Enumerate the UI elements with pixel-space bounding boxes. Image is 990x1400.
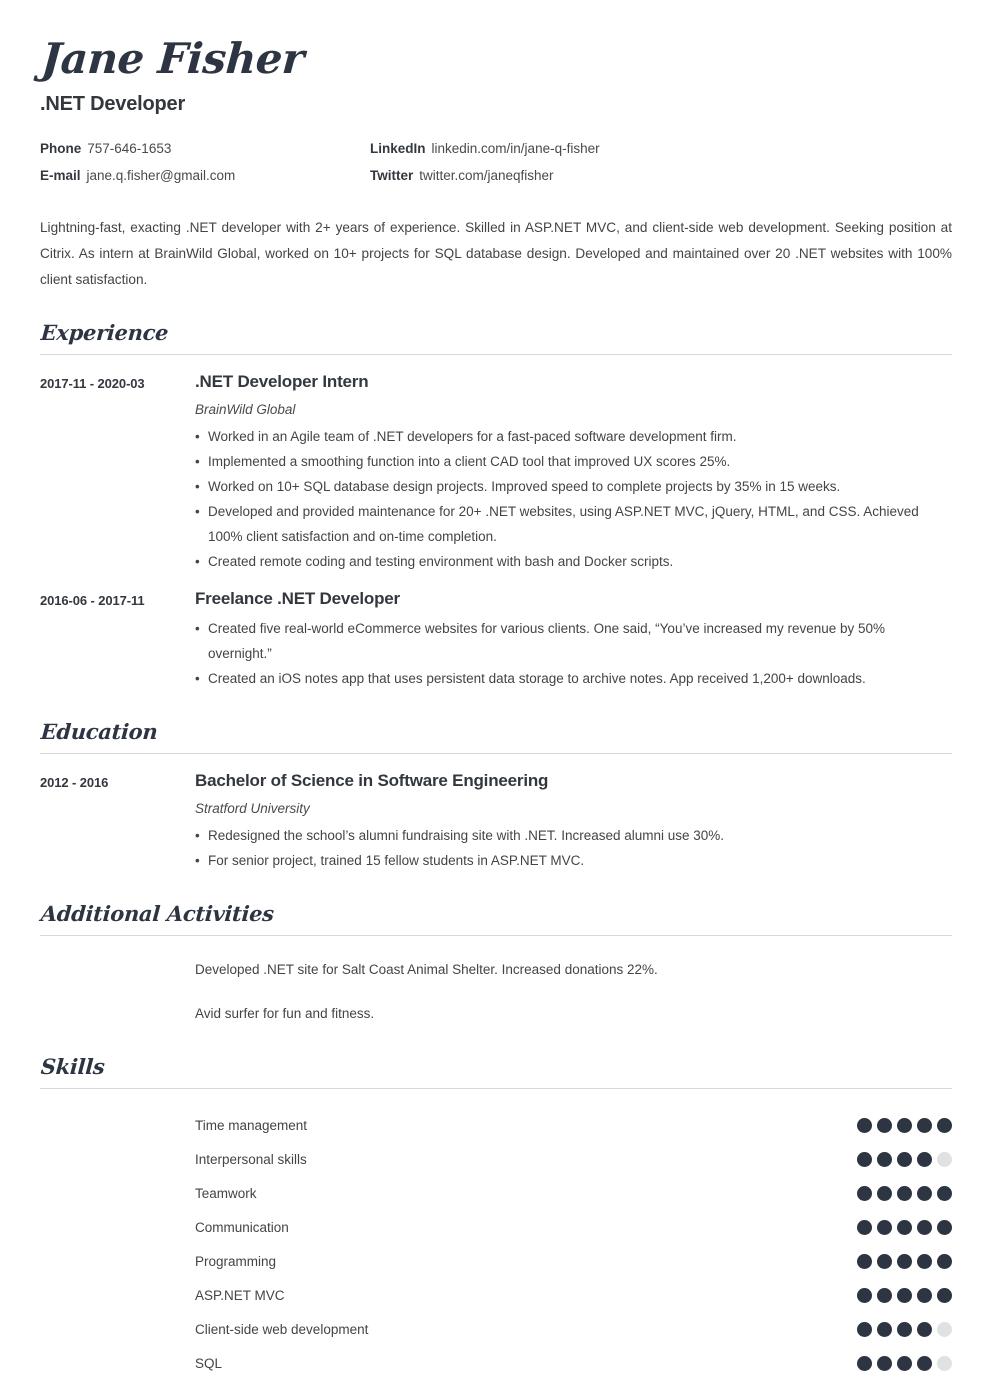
skills-spacer <box>40 1109 195 1381</box>
section-heading-experience: Experience <box>40 320 170 346</box>
rating-dot-filled <box>877 1186 892 1201</box>
skill-rating <box>857 1186 952 1201</box>
contact-phone <box>40 141 370 156</box>
skill-row <box>195 1347 952 1381</box>
skill-row <box>195 1177 952 1211</box>
skill-rating <box>857 1322 952 1337</box>
rating-dot-filled <box>857 1152 872 1167</box>
bullet-item: • Created remote coding and testing environment with bash and Docker scripts. <box>195 550 950 575</box>
contact-linkedin-label: LinkedIn <box>370 141 426 156</box>
entry-body <box>195 589 950 692</box>
rating-dot-filled <box>857 1186 872 1201</box>
contact-grid <box>40 141 950 183</box>
skill-label: Communication <box>195 1220 289 1236</box>
rating-dot-filled <box>917 1152 932 1167</box>
skill-rating <box>857 1220 952 1235</box>
rating-dot-filled <box>877 1118 892 1133</box>
entry-bullets <box>195 617 950 692</box>
experience-entry <box>40 589 950 692</box>
skill-label: Teamwork <box>195 1186 257 1202</box>
entry-body <box>195 771 950 874</box>
rating-dot-filled <box>877 1254 892 1269</box>
entry-title: Bachelor of Science in Software Engineering <box>195 771 549 790</box>
experience-entry <box>40 372 950 575</box>
section-divider <box>40 753 952 754</box>
contact-twitter <box>370 168 950 183</box>
rating-dot-empty <box>937 1322 952 1337</box>
skill-rating <box>857 1288 952 1303</box>
skill-row <box>195 1143 952 1177</box>
bullet-item: • Redesigned the school’s alumni fundraising site with .NET. Increased alumni use 30%. <box>195 824 950 849</box>
activities-list <box>195 958 950 1027</box>
contact-email-value[interactable]: jane.q.fisher@gmail.com <box>86 168 236 183</box>
rating-dot-filled <box>897 1254 912 1269</box>
rating-dot-filled <box>937 1220 952 1235</box>
section-heading-education: Education <box>40 719 159 744</box>
bullet-item: • Created five real-world eCommerce websites for various clients. One said, “You’ve increased my revenue by 50% overnight.” <box>195 617 950 667</box>
section-heading-additional-activities: Additional Activities <box>40 900 275 926</box>
rating-dot-filled <box>877 1152 892 1167</box>
rating-dot-filled <box>937 1254 952 1269</box>
skill-row <box>195 1279 952 1313</box>
section-skills <box>40 1054 950 1381</box>
entry-title: .NET Developer Intern <box>195 372 369 392</box>
bullet-item: • For senior project, trained 15 fellow students in ASP.NET MVC. <box>195 849 950 874</box>
rating-dot-filled <box>877 1322 892 1337</box>
entry-bullets <box>195 425 950 575</box>
entry-date: 2017-11 - 2020-03 <box>40 376 145 392</box>
rating-dot-filled <box>897 1322 912 1337</box>
entry-bullets <box>195 824 950 874</box>
section-divider <box>40 1088 952 1089</box>
rating-dot-filled <box>897 1220 912 1235</box>
rating-dot-filled <box>917 1186 932 1201</box>
rating-dot-empty <box>937 1356 952 1371</box>
activities-body <box>40 958 950 1027</box>
rating-dot-filled <box>917 1356 932 1371</box>
skills-list <box>195 1109 952 1381</box>
bullet-item: • Implemented a smoothing function into a client CAD tool that improved UX scores 25%. <box>195 450 950 475</box>
rating-dot-filled <box>897 1356 912 1371</box>
contact-linkedin <box>370 141 950 156</box>
rating-dot-empty <box>937 1152 952 1167</box>
skill-rating <box>857 1152 952 1167</box>
resume-header <box>40 0 950 116</box>
bullet-item: • Created an iOS notes app that uses persistent data storage to archive notes. App received 1,200+ downloads. <box>195 667 950 692</box>
skill-label: Programming <box>195 1254 277 1270</box>
entry-date: 2016-06 - 2017-11 <box>40 593 145 609</box>
activity-item: Avid surfer for fun and fitness. <box>195 1005 375 1021</box>
activity-item: Developed .NET site for Salt Coast Animal Shelter. Increased donations 22%. <box>195 961 658 977</box>
skill-label: SQL <box>195 1356 223 1372</box>
entry-date: 2012 - 2016 <box>40 775 109 790</box>
skill-rating <box>857 1254 952 1269</box>
rating-dot-filled <box>897 1186 912 1201</box>
entry-title: Freelance .NET Developer <box>195 589 400 609</box>
bullet-item: • Developed and provided maintenance for 20+ .NET websites, using ASP.NET MVC, jQuery, HTML, and CSS. Achieved 100% client satisfaction and on-time completion. <box>195 500 950 550</box>
skill-label: Client-side web development <box>195 1322 369 1338</box>
section-divider <box>40 935 952 936</box>
candidate-name: Jane Fisher <box>39 34 306 83</box>
education-entry <box>40 771 950 874</box>
rating-dot-filled <box>917 1254 932 1269</box>
skill-label: Time management <box>195 1118 308 1134</box>
bullet-item: • Worked on 10+ SQL database design projects. Improved speed to complete projects by 35% in 15 weeks. <box>195 475 950 500</box>
rating-dot-filled <box>917 1322 932 1337</box>
skill-row <box>195 1211 952 1245</box>
section-education <box>40 719 950 874</box>
rating-dot-filled <box>917 1288 932 1303</box>
entry-organization: BrainWild Global <box>195 402 296 418</box>
skill-row <box>195 1313 952 1347</box>
skill-row <box>195 1109 952 1143</box>
rating-dot-filled <box>877 1288 892 1303</box>
contact-email-label: E-mail <box>40 168 81 183</box>
section-heading-skills: Skills <box>40 1053 106 1079</box>
rating-dot-filled <box>937 1118 952 1133</box>
rating-dot-filled <box>897 1152 912 1167</box>
activities-spacer <box>40 958 195 1027</box>
rating-dot-filled <box>877 1356 892 1371</box>
section-divider <box>40 354 952 355</box>
section-additional-activities <box>40 901 950 1027</box>
rating-dot-filled <box>857 1118 872 1133</box>
contact-linkedin-value[interactable]: linkedin.com/in/jane-q-fisher <box>431 141 600 156</box>
rating-dot-filled <box>897 1118 912 1133</box>
rating-dot-filled <box>917 1118 932 1133</box>
contact-twitter-value[interactable]: twitter.com/janeqfisher <box>419 168 554 183</box>
skill-rating <box>857 1356 952 1371</box>
rating-dot-filled <box>917 1220 932 1235</box>
contact-twitter-label: Twitter <box>370 168 414 183</box>
rating-dot-filled <box>937 1288 952 1303</box>
rating-dot-filled <box>857 1220 872 1235</box>
skill-label: Interpersonal skills <box>195 1152 307 1168</box>
rating-dot-filled <box>857 1288 872 1303</box>
skill-label: ASP.NET MVC <box>195 1288 285 1304</box>
professional-summary: Lightning-fast, exacting .NET developer with 2+ years of experience. Skilled in ASP.NET MVC, and client-side web development. Seeking position at Citrix. As intern at BrainWild Global, worked on 10+ projects for SQL database design. Developed and maintained over 20 .NET websites with 100% client satisfaction. <box>40 220 952 288</box>
rating-dot-filled <box>857 1322 872 1337</box>
skills-body <box>40 1109 950 1381</box>
skill-rating <box>857 1118 952 1133</box>
rating-dot-filled <box>877 1220 892 1235</box>
bullet-item: • Worked in an Agile team of .NET developers for a fast-paced software development firm. <box>195 425 950 450</box>
rating-dot-filled <box>937 1186 952 1201</box>
skill-row <box>195 1245 952 1279</box>
contact-email <box>40 168 370 183</box>
section-experience <box>40 320 950 692</box>
contact-phone-value: 757-646-1653 <box>87 141 172 156</box>
candidate-job-title: .NET Developer <box>40 93 186 115</box>
rating-dot-filled <box>857 1356 872 1371</box>
rating-dot-filled <box>897 1288 912 1303</box>
entry-organization: Stratford University <box>195 801 310 816</box>
rating-dot-filled <box>857 1254 872 1269</box>
contact-phone-label: Phone <box>40 141 82 156</box>
entry-body <box>195 372 950 575</box>
